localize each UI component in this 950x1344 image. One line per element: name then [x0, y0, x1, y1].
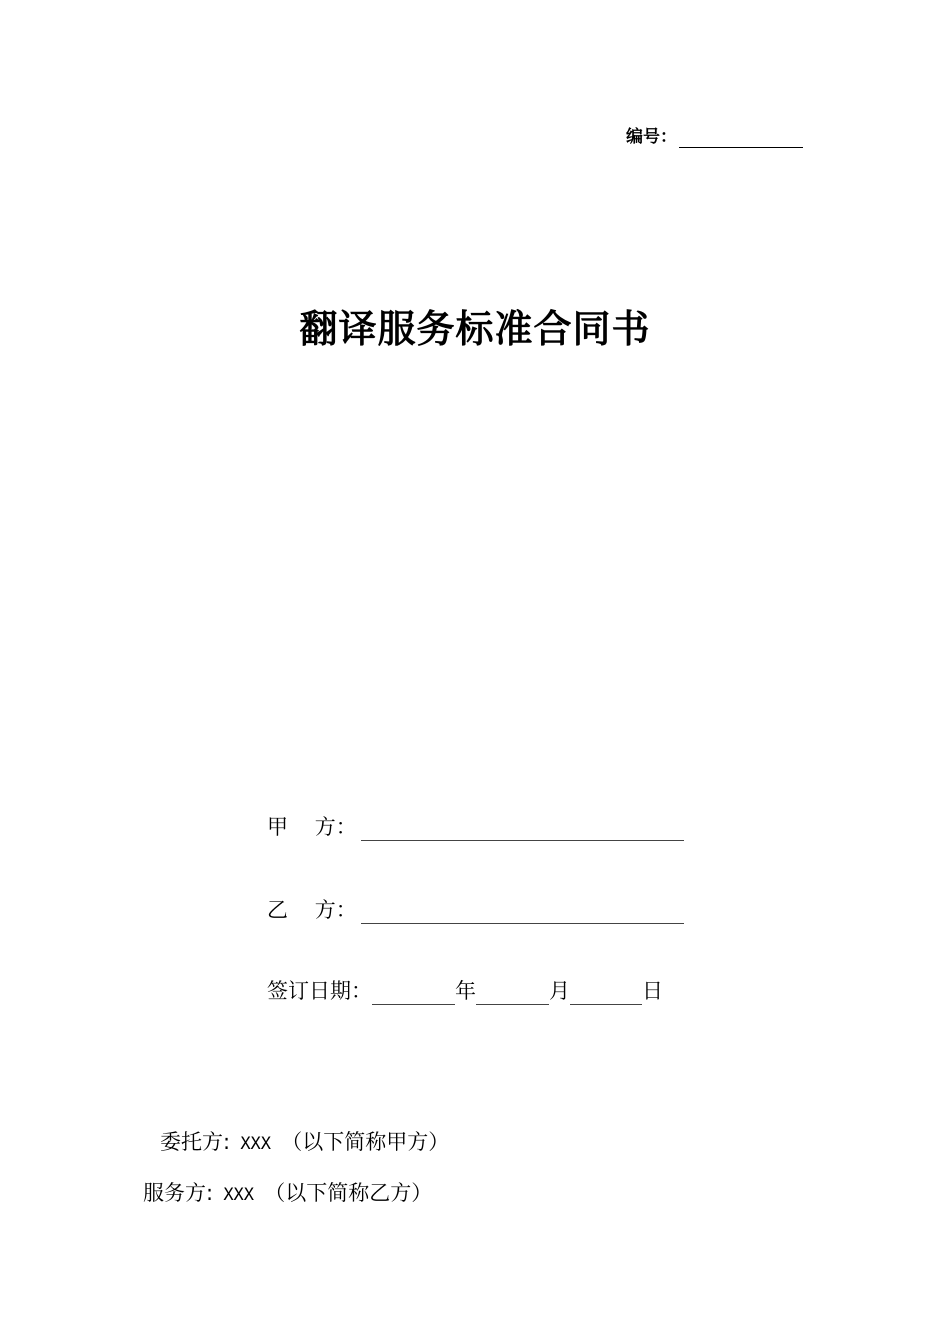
contract-number	[626, 126, 803, 148]
provider-line	[143, 1179, 432, 1207]
year-blank	[372, 982, 455, 1005]
party-b-label: 乙 方：	[267, 898, 357, 922]
month-unit: 月	[549, 979, 570, 1003]
client-label: 委托方:	[160, 1130, 231, 1154]
contract-number-label: 编号：	[626, 127, 677, 147]
day-unit: 日	[642, 979, 663, 1003]
provider-name: XXX	[213, 1185, 265, 1205]
client-line	[160, 1128, 449, 1156]
provider-label: 服务方:	[143, 1181, 214, 1205]
party-b-row	[267, 896, 684, 924]
client-name: XXX	[230, 1134, 282, 1154]
signing-date-label: 签订日期：	[267, 979, 372, 1003]
contract-number-blank	[679, 128, 803, 148]
client-note: （以下简称甲方）	[281, 1130, 450, 1154]
day-blank	[570, 982, 642, 1005]
document-title: 翻译服务标准合同书	[299, 306, 651, 351]
signing-date-row	[267, 977, 663, 1005]
party-a-row	[267, 813, 684, 841]
provider-note: （以下简称乙方）	[264, 1181, 433, 1205]
party-b-blank	[361, 901, 684, 924]
month-blank	[476, 982, 549, 1005]
party-a-label: 甲 方：	[267, 815, 357, 839]
year-unit: 年	[455, 979, 476, 1003]
party-a-blank	[361, 818, 684, 841]
